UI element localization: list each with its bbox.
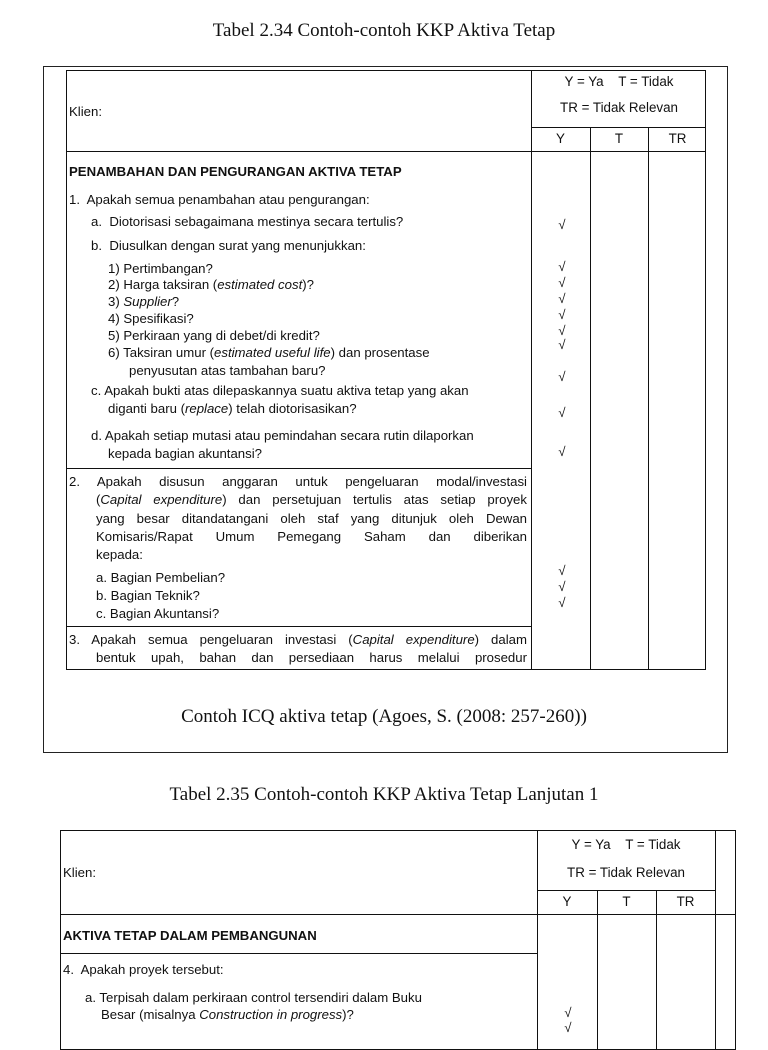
text-segment: 3. Apakah semua pengeluaran investasi ( bbox=[69, 632, 353, 647]
text-italic: Capital expenditure bbox=[352, 632, 475, 647]
question-divider bbox=[67, 468, 531, 469]
header-divider bbox=[61, 914, 736, 915]
check-mark: √ bbox=[558, 444, 566, 459]
text-italic: estimated cost bbox=[217, 277, 303, 292]
question-1b6-line-2: penyusutan atas tambahan baru? bbox=[129, 363, 326, 378]
question-2c: c. Bagian Akuntansi? bbox=[96, 606, 220, 621]
text-italic: Construction in progress bbox=[199, 1007, 343, 1022]
text-segment: )? bbox=[302, 277, 314, 292]
text-segment: ( bbox=[96, 492, 101, 507]
question-1d: d. Apakah setiap mutasi atau pemindahan secara rutin dilaporkan bbox=[91, 428, 474, 443]
question-1c-line-2 bbox=[108, 401, 357, 417]
column-divider bbox=[715, 831, 716, 1049]
section-title: AKTIVA TETAP DALAM PEMBANGUNAN bbox=[63, 928, 317, 943]
question-3-line-2: bentuk upah, bahan dan persediaan harus melalui prosedur bbox=[96, 650, 527, 665]
check-mark: √ bbox=[558, 275, 566, 290]
question-1b1: 1) Pertimbangan? bbox=[108, 261, 213, 276]
question-1b4: 4) Spesifikasi? bbox=[108, 311, 194, 326]
question-1b: b. Diusulkan dengan surat yang menunjukkan: bbox=[91, 238, 366, 253]
column-header-tr: TR bbox=[676, 894, 695, 909]
question-1a: a. Diotorisasi sebagaimana mestinya secara tertulis? bbox=[91, 214, 404, 229]
table-caption-2-34: Tabel 2.34 Contoh-contoh KKP Aktiva Tetap bbox=[212, 20, 556, 41]
column-header-tr: TR bbox=[668, 131, 687, 146]
check-mark: √ bbox=[558, 307, 566, 322]
client-label: Klien: bbox=[63, 865, 96, 880]
text-italic: replace bbox=[184, 401, 229, 416]
text-segment: ) dan prosentase bbox=[330, 345, 430, 360]
question-1b2 bbox=[108, 277, 314, 293]
check-mark: √ bbox=[558, 579, 566, 594]
text-segment: ) dalam bbox=[474, 632, 527, 647]
check-mark: √ bbox=[564, 1005, 572, 1020]
question-1b5: 5) Perkiraan yang di debet/di kredit? bbox=[108, 328, 320, 343]
text-segment: ) telah diotorisasikan? bbox=[228, 401, 357, 416]
question-2a: a. Bagian Pembelian? bbox=[96, 570, 226, 585]
question-2-line-4: Komisaris/Rapat Umum Pemegang Saham dan diberikan bbox=[96, 529, 527, 544]
question-2: 2. Apakah disusun anggaran untuk pengeluaran modal/investasi bbox=[69, 474, 527, 489]
header-divider bbox=[531, 127, 706, 128]
question-1: 1. Apakah semua penambahan atau pengurangan: bbox=[69, 192, 370, 207]
text-segment: 6) Taksiran umur ( bbox=[108, 345, 215, 360]
question-1d-line-2: kepada bagian akuntansi? bbox=[108, 446, 262, 461]
column-divider bbox=[537, 831, 538, 1049]
question-1b6 bbox=[108, 345, 430, 361]
text-segment: 3) bbox=[108, 294, 124, 309]
check-mark: √ bbox=[558, 291, 566, 306]
table-caption-2-35: Tabel 2.35 Contoh-contoh KKP Aktiva Tetap Lanjutan 1 bbox=[169, 784, 599, 805]
text-italic: estimated useful life bbox=[214, 345, 331, 360]
column-header-t: T bbox=[614, 131, 624, 146]
column-divider bbox=[648, 127, 649, 669]
question-1b3 bbox=[108, 294, 179, 310]
question-divider bbox=[67, 626, 531, 627]
check-mark: √ bbox=[558, 217, 566, 232]
question-1c: c. Apakah bukti atas dilepaskannya suatu aktiva tetap yang akan bbox=[91, 383, 469, 398]
legend-line-2: TR = Tidak Relevan bbox=[567, 865, 685, 880]
text-segment: Besar (misalnya bbox=[101, 1007, 200, 1022]
source-note: Contoh ICQ aktiva tetap (Agoes, S. (2008: 257-260)) bbox=[181, 706, 587, 727]
question-2b: b. Bagian Teknik? bbox=[96, 588, 200, 603]
text-segment: ) dan persetujuan tertulis atas setiap proyek bbox=[222, 492, 527, 507]
check-mark: √ bbox=[558, 595, 566, 610]
question-2-line-5: kepada: bbox=[96, 547, 143, 562]
legend-line-1: Y = Ya T = Tidak bbox=[571, 837, 681, 852]
text-segment: ? bbox=[171, 294, 180, 309]
text-segment: diganti baru ( bbox=[108, 401, 185, 416]
text-italic: Supplier bbox=[123, 294, 172, 309]
check-mark: √ bbox=[558, 323, 566, 338]
column-header-y: Y bbox=[562, 894, 572, 909]
question-4a-line-2 bbox=[101, 1007, 354, 1023]
column-divider bbox=[590, 127, 591, 669]
text-italic: Capital expenditure bbox=[100, 492, 223, 507]
column-divider bbox=[531, 71, 532, 669]
questionnaire-table-1 bbox=[66, 70, 706, 670]
question-2-line-3: yang besar ditandatangani oleh staf yang ditunjuk oleh Dewan bbox=[96, 511, 527, 526]
question-4: 4. Apakah proyek tersebut: bbox=[63, 962, 224, 977]
section-title: PENAMBAHAN DAN PENGURANGAN AKTIVA TETAP bbox=[69, 164, 402, 179]
legend-line-1: Y = Ya T = Tidak bbox=[564, 74, 674, 89]
header-divider bbox=[537, 890, 715, 891]
question-divider bbox=[61, 953, 537, 954]
question-4a: a. Terpisah dalam perkiraan control tersendiri dalam Buku bbox=[85, 990, 422, 1005]
client-label: Klien: bbox=[69, 104, 102, 119]
header-divider bbox=[67, 151, 706, 152]
check-mark: √ bbox=[558, 369, 566, 384]
check-mark: √ bbox=[564, 1020, 572, 1035]
question-3 bbox=[69, 632, 527, 648]
text-segment: 2) Harga taksiran ( bbox=[108, 277, 218, 292]
column-header-y: Y bbox=[556, 131, 565, 146]
check-mark: √ bbox=[558, 337, 566, 352]
column-header-t: T bbox=[622, 894, 631, 909]
text-segment: )? bbox=[342, 1007, 354, 1022]
check-mark: √ bbox=[558, 259, 566, 274]
question-2-line-2 bbox=[96, 492, 527, 508]
check-mark: √ bbox=[558, 405, 566, 420]
legend-line-2: TR = Tidak Relevan bbox=[560, 100, 678, 115]
check-mark: √ bbox=[558, 563, 566, 578]
questionnaire-table-2 bbox=[60, 830, 736, 1050]
